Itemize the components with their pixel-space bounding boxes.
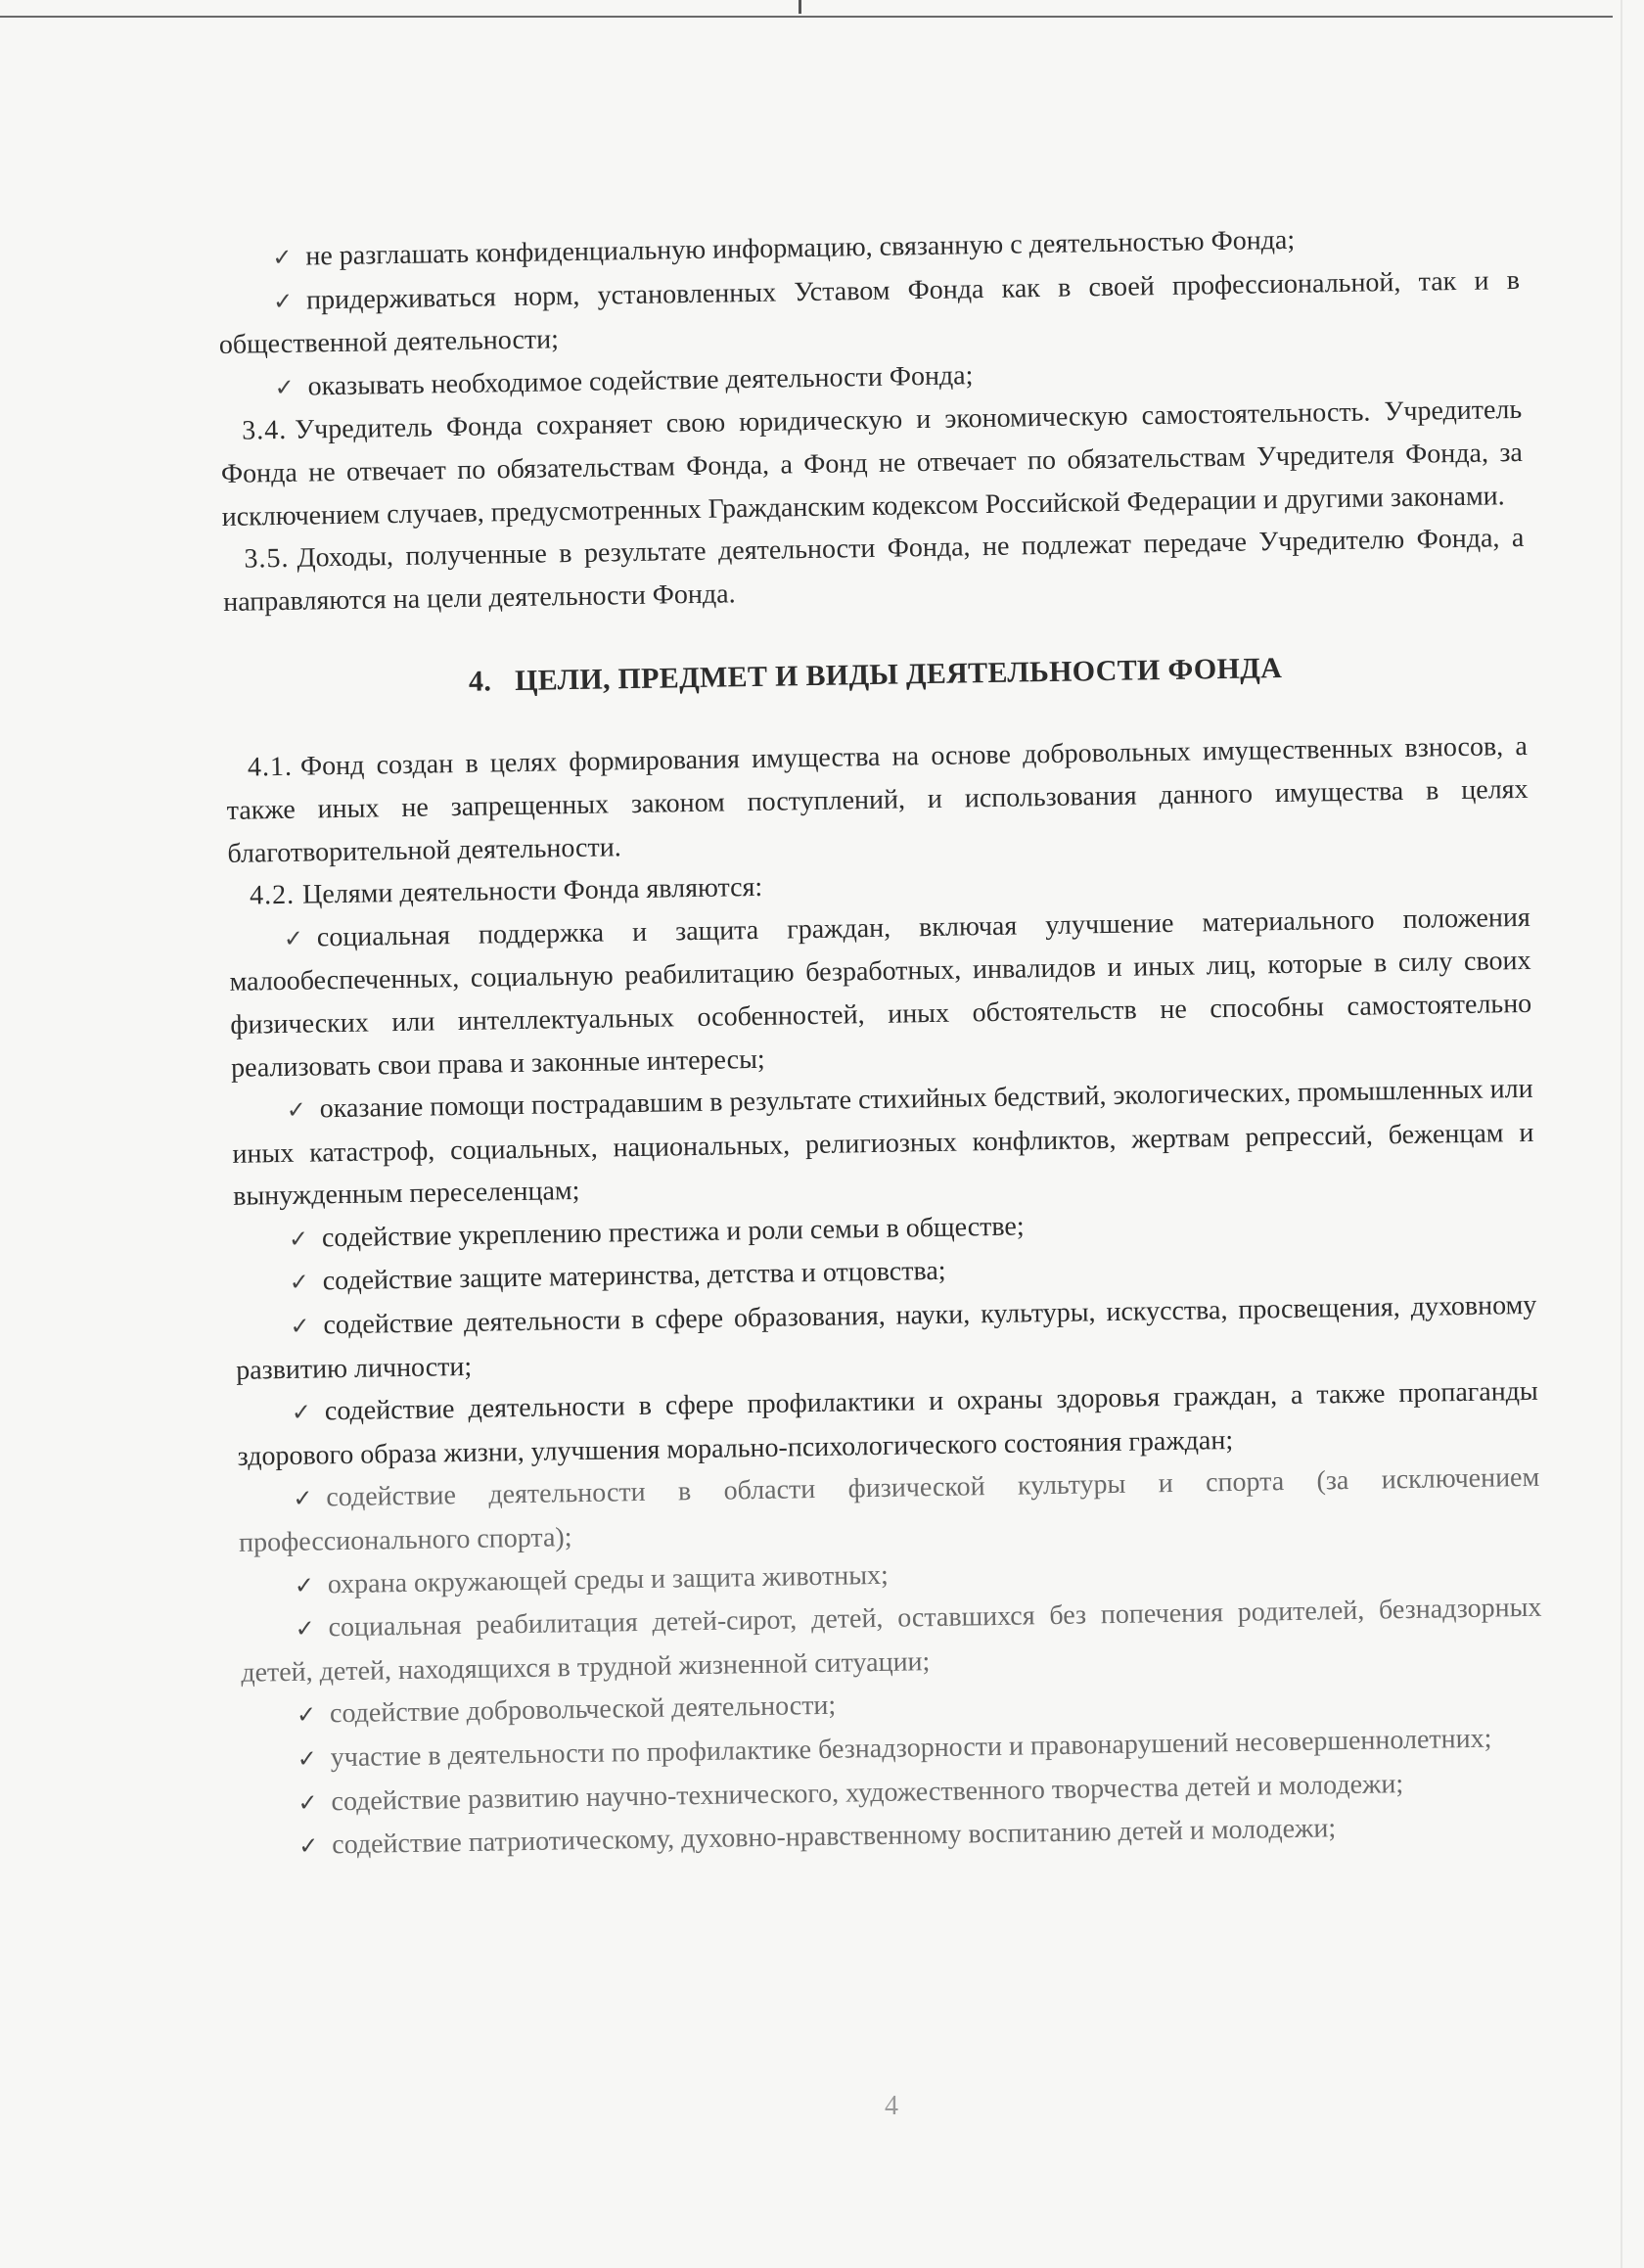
page-number: 4: [885, 2091, 898, 2121]
goal-item: ✓ содействие деятельности в области физической культуры и спорта (за исключением профессионального спорта);: [238, 1457, 1540, 1564]
goal-item: ✓ социальная реабилитация детей-сирот, детей, оставшихся без попечения родителей, безнадзорных детей, детей, находящихся в трудной жизненной ситуации;: [240, 1587, 1542, 1694]
clause-3-4: [220, 389, 1524, 538]
clause-4-1: [226, 725, 1530, 875]
clause-4-1-number: 4.1.: [247, 752, 294, 783]
goal-item: ✓ охрана окружающей среды и защита животных;: [239, 1543, 1541, 1608]
clause-3-4-number: 3.4.: [242, 415, 288, 446]
goal-item: ✓ содействие укреплению престижа и роли семьи в обществе;: [234, 1197, 1536, 1263]
scan-top-mark: [799, 0, 801, 14]
section-4-number: 4.: [468, 665, 492, 699]
clause-4-2-text: Целями деятельности Фонда являются:: [301, 871, 763, 910]
goal-item: ✓ содействие добровольческой деятельности;: [242, 1673, 1544, 1738]
list-item-charter-norms: ✓ придерживаться норм, установленных Уставом Фонда как в своей профессиональной, так и в общественной деятельности;: [218, 259, 1521, 367]
goal-item: ✓ содействие деятельности в сфере профилактики и охраны здоровья граждан, а также пропаганды здорового образа жизни, улучшения морально-психологического состояния граждан;: [237, 1370, 1539, 1478]
goal-item: ✓ содействие деятельности в сфере образования, науки, культуры, искусства, просвещения, духовному развитию личности;: [235, 1284, 1537, 1392]
clause-3-5-text: Доходы, полученные в результате деятельности Фонда, не подлежат передаче Учредителю Фонда, а направляются на цели деятельности Фонда.: [222, 523, 1525, 618]
goal-item: ✓ социальная поддержка и защита граждан, включая улучшение материального положения малообеспеченных, социальную реабилитацию безработных, инвалидов и иных лиц, которые в силу своих физических или интеллектуальных особенностей, иных обстоятельств не способны самостоятельно реализовать свои права и законные интересы;: [229, 897, 1533, 1089]
goal-item: ✓ содействие развитию научно-технического, художественного творчества детей и молодежи;: [243, 1760, 1545, 1826]
section-4-heading: [224, 645, 1526, 706]
clause-3-4-text: Учредитель Фонда сохраняет свою юридическую и экономическую самостоятельность. Учредитель Фонда не отвечает по обязательствам Фонда, а Фонд не отвечает по обязательствам Учредителя Фонда, за исключением случаев, предусмотренных Гражданским кодексом Российской Федерации и другими законами.: [220, 394, 1524, 532]
goal-item: ✓ содействие защите материнства, детства и отцовства;: [234, 1240, 1536, 1306]
section-4-title: ЦЕЛИ, ПРЕДМЕТ И ВИДЫ ДЕЯТЕЛЬНОСТИ ФОНДА: [514, 652, 1283, 698]
scan-top-border-line: [0, 16, 1613, 18]
scan-page-edge: [1621, 0, 1622, 2268]
list-item-confidentiality: ✓ не разглашать конфиденциальную информацию, связанную с деятельностью Фонда;: [217, 215, 1520, 281]
clause-4-1-text: Фонд создан в целях формирования имущества на основе добровольных имущественных взносов, а также иных не запрещенных законом поступлений, и использования данного имущества в целях благотворительной деятельности.: [226, 731, 1529, 869]
goal-item: ✓ содействие патриотическому, духовно-нравственному воспитанию детей и молодежи;: [244, 1804, 1546, 1870]
goal-item: ✓ участие в деятельности по профилактике безнадзорности и правонарушений несовершеннолетних;: [242, 1717, 1544, 1782]
clause-3-5-number: 3.5.: [244, 542, 290, 575]
clause-4-2-number: 4.2.: [249, 879, 296, 911]
document-body: [217, 215, 1545, 1870]
goal-item: ✓ оказание помощи пострадавшим в результате стихийных бедствий, экологических, промышленных или иных катастроф, социальных, национальных, религиозных конфликтов, жертвам репрессий, беженцам и вынужденным переселенцам;: [231, 1068, 1534, 1219]
list-item-assistance: ✓ оказывать необходимое содействие деятельности Фонда;: [219, 346, 1522, 411]
